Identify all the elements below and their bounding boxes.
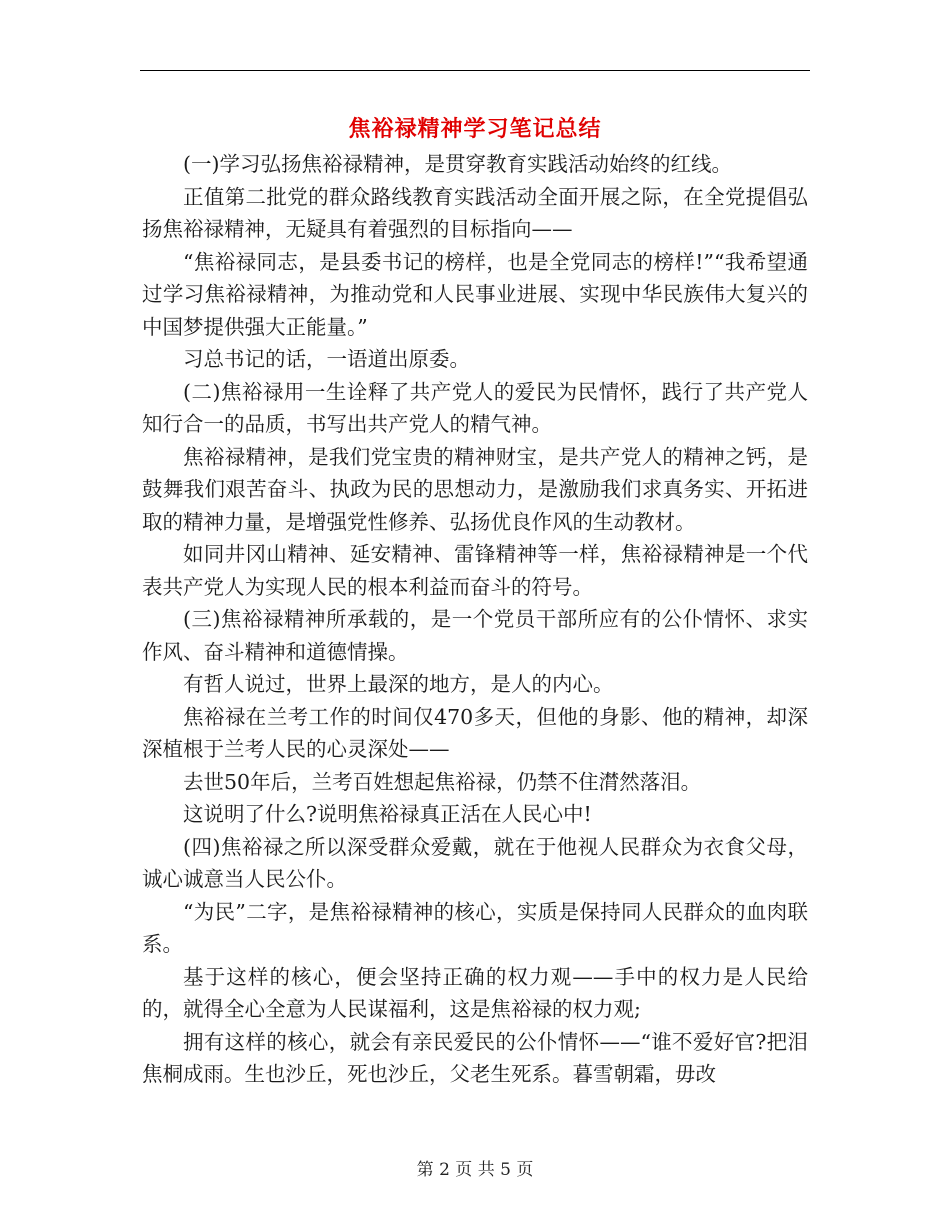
paragraph: 去世50年后，兰考百姓想起焦裕禄，仍禁不住潸然落泪。 bbox=[183, 769, 702, 794]
paragraph: 这说明了什么?说明焦裕禄真正活在人民心中! bbox=[183, 802, 592, 826]
paragraph: “焦裕禄同志，是县委书记的榜样，也是全党同志的榜样!”“我希望通过学习焦裕禄精神，为推动党和人民事业进展、实现中华民族伟大复兴的中国梦提供强大正能量。” bbox=[142, 249, 808, 339]
paragraph: “为民”二字，是焦裕禄精神的核心，实质是保持同人民群众的血肉联系。 bbox=[142, 899, 808, 956]
paragraph: 拥有这样的核心，就会有亲民爱民的公仆情怀——“谁不爱好官?把泪焦桐成雨。生也沙丘，死也沙丘，父老生死系。暮雪朝霜，毋改 bbox=[142, 1029, 808, 1086]
header-rule bbox=[140, 70, 810, 71]
paragraph: 焦裕禄在兰考工作的时间仅470多天，但他的身影、他的精神，却深深植根于兰考人民的心灵深处—— bbox=[142, 704, 808, 761]
paragraph: 习总书记的话，一语道出原委。 bbox=[183, 347, 470, 371]
paragraph: (一)学习弘扬焦裕禄精神，是贯穿教育实践活动始终的红线。 bbox=[183, 152, 732, 176]
paragraph: (四)焦裕禄之所以深受群众爱戴，就在于他视人民群众为衣食父母，诚心诚意当人民公仆。 bbox=[142, 834, 808, 891]
paragraph: (二)焦裕禄用一生诠释了共产党人的爱民为民情怀，践行了共产党人知行合一的品质，书写出共产党人的精气神。 bbox=[142, 379, 808, 436]
paragraph: 如同井冈山精神、延安精神、雷锋精神等一样，焦裕禄精神是一个代表共产党人为实现人民的根本利益而奋斗的符号。 bbox=[142, 542, 808, 599]
document-body bbox=[142, 148, 808, 1091]
paragraph: 正值第二批党的群众路线教育实践活动全面开展之际，在全党提倡弘扬焦裕禄精神，无疑具有着强烈的目标指向—— bbox=[142, 184, 808, 241]
paragraph: 有哲人说过，世界上最深的地方，是人的内心。 bbox=[183, 672, 614, 696]
paragraph: (三)焦裕禄精神所承载的，是一个党员干部所应有的公仆情怀、求实作风、奋斗精神和道德情操。 bbox=[142, 607, 808, 664]
page-number: 第 2 页 共 5 页 bbox=[416, 1160, 534, 1180]
paragraph: 焦裕禄精神，是我们党宝贵的精神财宝，是共产党人的精神之钙，是鼓舞我们艰苦奋斗、执政为民的思想动力，是激励我们求真务实、开拓进取的精神力量，是增强党性修养、弘扬优良作风的生动教材。 bbox=[142, 444, 808, 534]
paragraph: 基于这样的核心，便会坚持正确的权力观——手中的权力是人民给的，就得全心全意为人民谋福利，这是焦裕禄的权力观; bbox=[142, 964, 808, 1021]
document-title: 焦裕禄精神学习笔记总结 bbox=[348, 117, 602, 142]
